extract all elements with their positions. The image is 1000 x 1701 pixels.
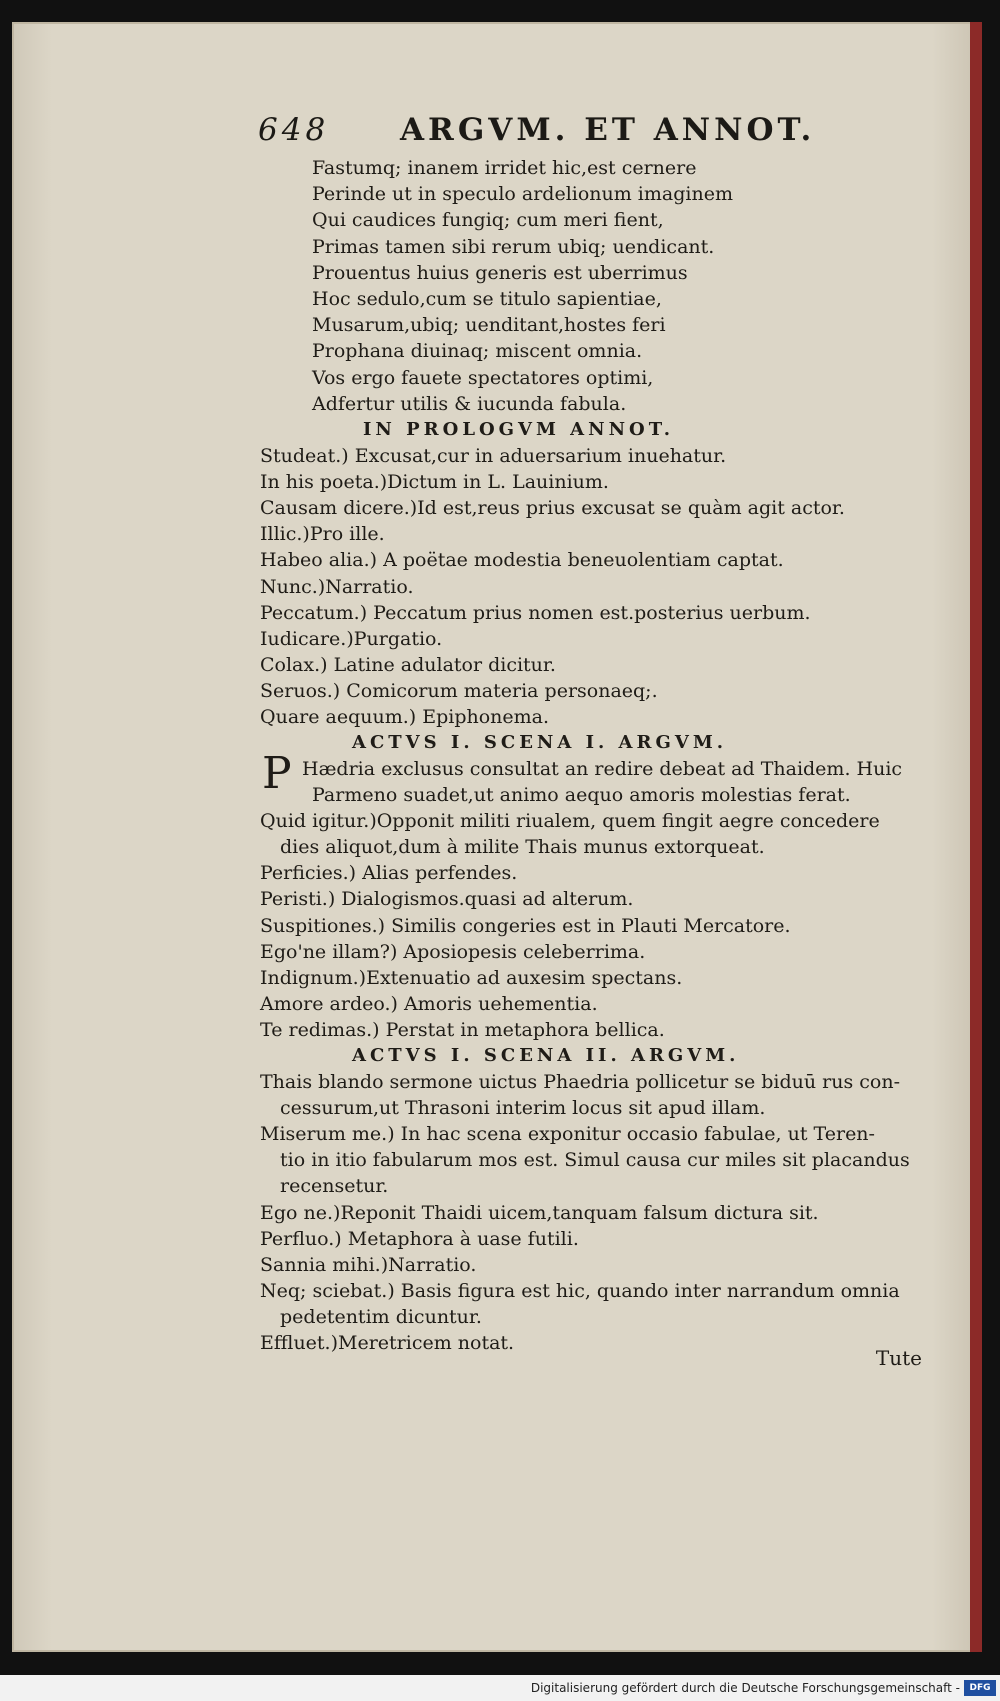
footer-text: Digitalisierung gefördert durch die Deutsche Forschungsgemeinschaft - <box>530 1681 960 1695</box>
footer-bar <box>0 1675 1000 1701</box>
text-line: Perinde ut in speculo ardelionum imaginem <box>312 183 733 205</box>
text-line: Hoc sedulo,cum se titulo sapientiae, <box>312 288 662 310</box>
text-line: dies aliquot,dum à milite Thais munus extorqueat. <box>280 836 765 858</box>
page-number: 648 <box>258 112 330 148</box>
text-line: Amore ardeo.) Amoris uehementia. <box>260 993 598 1015</box>
text-line: Parmeno suadet,ut animo aequo amoris molestias ferat. <box>312 784 851 806</box>
dfg-logo: DFG <box>964 1680 996 1696</box>
text-line: Perfluo.) Metaphora à uase futili. <box>260 1228 579 1250</box>
text-line: Hædria exclusus consultat an redire debeat ad Thaidem. Huic <box>302 758 903 780</box>
section-heading: IN PROLOGVM ANNOT. <box>363 419 675 440</box>
text-line: Vos ergo fauete spectatores optimi, <box>312 367 654 389</box>
text-line: Fastumq; inanem irridet hic,est cernere <box>312 157 697 179</box>
text-line: Peristi.) Dialogismos.quasi ad alterum. <box>260 888 634 910</box>
section-heading: ACTVS I. SCENA I. ARGVM. <box>352 732 728 753</box>
text-line: Habeo alia.) A poëtae modestia beneuolentiam captat. <box>260 549 784 571</box>
text-line: tio in itio fabularum mos est. Simul causa cur miles sit placandus <box>280 1149 910 1171</box>
catchword: Tute <box>875 1346 922 1370</box>
text-line: Sannia mihi.)Narratio. <box>260 1254 477 1276</box>
text-line: Indignum.)Extenuatio ad auxesim spectans. <box>260 967 683 989</box>
text-line: Prouentus huius generis est uberrimus <box>312 262 688 284</box>
text-line: Neq; sciebat.) Basis figura est hic, quando inter narrandum omnia <box>260 1280 900 1302</box>
text-line: Prophana diuinaq; miscent omnia. <box>312 340 643 362</box>
text-line: pedetentim dicuntur. <box>280 1306 482 1328</box>
text-line: In his poeta.)Dictum in L. Lauinium. <box>260 471 609 493</box>
text-line: cessurum,ut Thrasoni interim locus sit apud illam. <box>280 1097 766 1119</box>
text-line: Seruos.) Comicorum materia personaeq;. <box>260 680 658 702</box>
text-line: Musarum,ubiq; uenditant,hostes feri <box>312 314 666 336</box>
text-line: Te redimas.) Perstat in metaphora bellica. <box>260 1019 665 1041</box>
section-heading: ACTVS I. SCENA II. ARGVM. <box>352 1045 740 1066</box>
text-line: Suspitiones.) Similis congeries est in Plauti Mercatore. <box>260 915 791 937</box>
text-line: Illic.)Pro ille. <box>260 523 385 545</box>
running-title: ARGVM. ET ANNOT. <box>400 112 816 148</box>
text-line: Primas tamen sibi rerum ubiq; uendicant. <box>312 236 715 258</box>
text-line: Causam dicere.)Id est,reus prius excusat se quàm agit actor. <box>260 497 845 519</box>
text-line: Quare aequum.) Epiphonema. <box>260 706 550 728</box>
text-line: Ego'ne illam?) Aposiopesis celeberrima. <box>260 941 646 963</box>
text-line: Studeat.) Excusat,cur in aduersarium inuehatur. <box>260 445 727 467</box>
text-line: Qui caudices fungiq; cum meri fient, <box>312 209 664 231</box>
text-line: Miserum me.) In hac scena exponitur occasio fabulae, ut Teren- <box>260 1123 875 1145</box>
text-line: Effluet.)Meretricem notat. <box>260 1332 515 1354</box>
text-line: recensetur. <box>280 1175 389 1197</box>
text-line: Iudicare.)Purgatio. <box>260 628 443 650</box>
text-line: Ego ne.)Reponit Thaidi uicem,tanquam falsum dictura sit. <box>260 1202 819 1224</box>
text-line: Adfertur utilis & iucunda fabula. <box>312 393 627 415</box>
page-right-edge <box>970 22 982 1652</box>
text-line: Perficies.) Alias perfendes. <box>260 862 518 884</box>
text-line: Nunc.)Narratio. <box>260 576 414 598</box>
text-line: Thais blando sermone uictus Phaedria pollicetur se biduū rus con- <box>260 1071 901 1093</box>
text-line: Colax.) Latine adulator dicitur. <box>260 654 556 676</box>
drop-cap: P <box>262 748 292 799</box>
text-line: Quid igitur.)Opponit militi riualem, quem fingit aegre concedere <box>260 810 880 832</box>
text-line: Peccatum.) Peccatum prius nomen est.posterius uerbum. <box>260 602 811 624</box>
